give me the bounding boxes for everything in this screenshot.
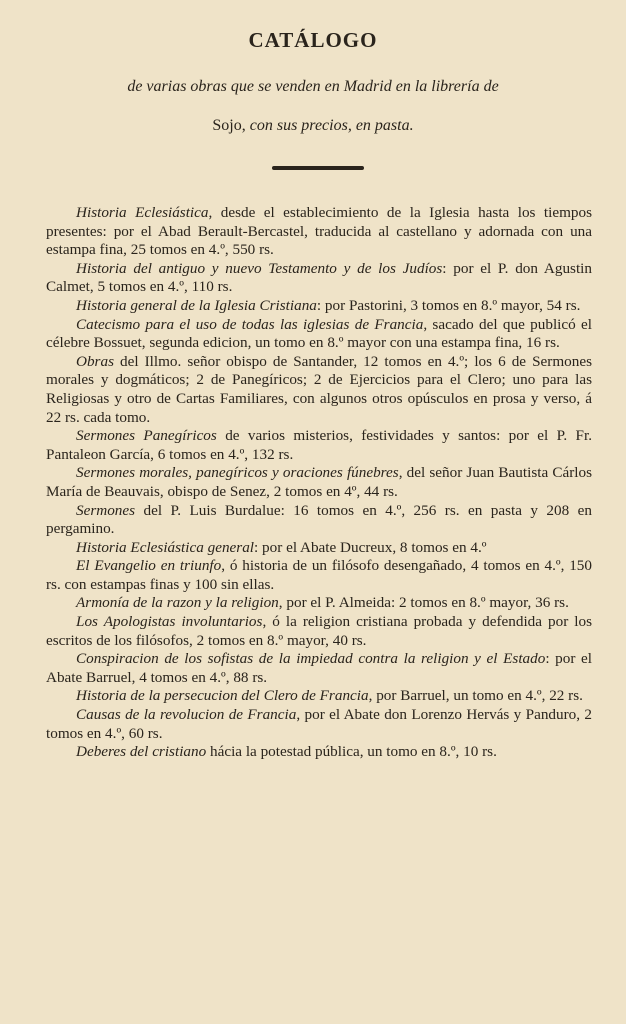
entry-text: de varios misterios, festividades y santos: por el P. Fr. Pantaleon García, 6 tomos en 4.º, 132 rs. xyxy=(46,427,593,463)
catalog-entry xyxy=(46,594,592,613)
catalog-entry xyxy=(46,743,592,762)
entry-text: del P. Luis Burdalue: 16 tomos en 4.º, 256 rs. en pasta y 208 en pergamino. xyxy=(46,501,592,538)
ornamental-rule xyxy=(272,166,364,170)
subtitle-line-2 xyxy=(0,117,626,135)
subtitle-line-1: de varias obras que se venden en Madrid en la librería de xyxy=(127,78,499,95)
entry-text: , desde el establecimiento de la Iglesia hasta los tiempos presentes: por el Abad Berault-Bercastel, traducida al castellano y adornada con una estampa fina, 25 tomos en 4.º, 550 rs. xyxy=(46,204,592,259)
entry-text: , ó historia de un filósofo desengañado, 4 tomos en 4.º, 150 rs. con estampas finas y 100 sin ellas. xyxy=(46,557,592,593)
entry-text: : por Pastorini, 3 tomos en 8.º mayor, 54 rs. xyxy=(316,296,581,314)
catalog-entry xyxy=(46,353,592,427)
entry-title: Historia Eclesiástica xyxy=(76,204,209,221)
entry-title: Sermones xyxy=(76,501,136,519)
entry-title: Sermones morales, panegíricos y oraciones fúnebres xyxy=(76,464,399,482)
catalog-entry xyxy=(46,687,592,706)
entry-title: Deberes del cristiano xyxy=(76,743,207,761)
entry-title: Historia Eclesiástica general xyxy=(76,538,255,556)
entry-title: El Evangelio en triunfo xyxy=(76,557,222,575)
bookseller-name: Sojo, xyxy=(212,117,246,134)
entry-title: Sermones Panegíricos xyxy=(76,427,217,445)
catalog-entry xyxy=(46,557,592,594)
catalog-entry xyxy=(46,316,592,353)
entry-text: : por el Abate Barruel, 4 tomos en 4.º, 88 rs. xyxy=(46,650,592,686)
catalog-entry xyxy=(46,427,592,464)
catalog-entries xyxy=(46,204,592,762)
entry-title: Historia general de la Iglesia Cristiana xyxy=(76,296,317,314)
entry-text: hácia la potestad pública, un tomo en 8.º, 10 rs. xyxy=(206,743,497,761)
entry-text: , del señor Juan Bautista Cárlos María de Beauvais, obispo de Senez, 2 tomos en 4º, 44 rs. xyxy=(46,464,593,500)
entry-title: Obras xyxy=(76,352,114,370)
catalog-entry xyxy=(46,502,592,539)
entry-text: , sacado del que publicó el célebre Bossuet, segunda edicion, un tomo en 8.º mayor con una estampa fina, 16 rs. xyxy=(46,315,592,352)
entry-title: Los Apologistas involuntarios xyxy=(76,613,263,631)
entry-text: , ó la religion cristiana probada y defendida por los escritos de los filósofos, 2 tomos en 8.º mayor, 40 rs. xyxy=(46,613,593,649)
catalog-entry xyxy=(46,706,592,743)
entry-text: : por el Abate Ducreux, 8 tomos en 4.º xyxy=(254,538,487,556)
catalog-entry xyxy=(46,539,592,558)
subtitle-prices: con sus precios, en pasta. xyxy=(249,117,414,134)
entry-title: Catecismo para el uso de todas las iglesias de Francia xyxy=(76,315,424,333)
entry-text: , por el Abate don Lorenzo Hervás y Panduro, 2 tomos en 4.º, 60 rs. xyxy=(46,706,593,742)
catalog-entry xyxy=(46,297,592,316)
entry-title: Historia del antiguo y nuevo Testamento y de los Judíos xyxy=(76,259,443,277)
entry-text: , por el P. Almeida: 2 tomos en 8.º mayor, 36 rs. xyxy=(278,594,569,612)
catalog-entry xyxy=(46,464,592,501)
entry-title: Causas de la revolucion de Francia xyxy=(76,706,297,724)
entry-title: Armonía de la razon y la religion xyxy=(76,594,279,612)
catalog-entry xyxy=(46,204,592,260)
page-title: CATÁLOGO xyxy=(248,28,378,52)
catalog-entry xyxy=(46,613,592,650)
entry-text: , por Barruel, un tomo en 4.º, 22 rs. xyxy=(368,687,583,705)
catalog-entry xyxy=(46,650,592,687)
entry-title: Historia de la persecucion del Clero de Francia xyxy=(76,687,369,705)
entry-text: : por el P. don Agustin Calmet, 5 tomos en 4.º, 110 rs. xyxy=(46,259,592,296)
entry-title: Conspiracion de los sofistas de la impiedad contra la religion y el Estado xyxy=(76,650,546,668)
entry-text: del Illmo. señor obispo de Santander, 12 tomos en 4.º; los 6 de Sermones morales y dogmáticos; 2 de Panegíricos; 2 de Ejercicios para el Clero; uno para las Religiosas y otro de Cartas Familiares, con algunos otros opúsculos en prosa y verso, á 22 rs. cada tomo. xyxy=(46,352,592,426)
catalog-entry xyxy=(46,260,592,297)
